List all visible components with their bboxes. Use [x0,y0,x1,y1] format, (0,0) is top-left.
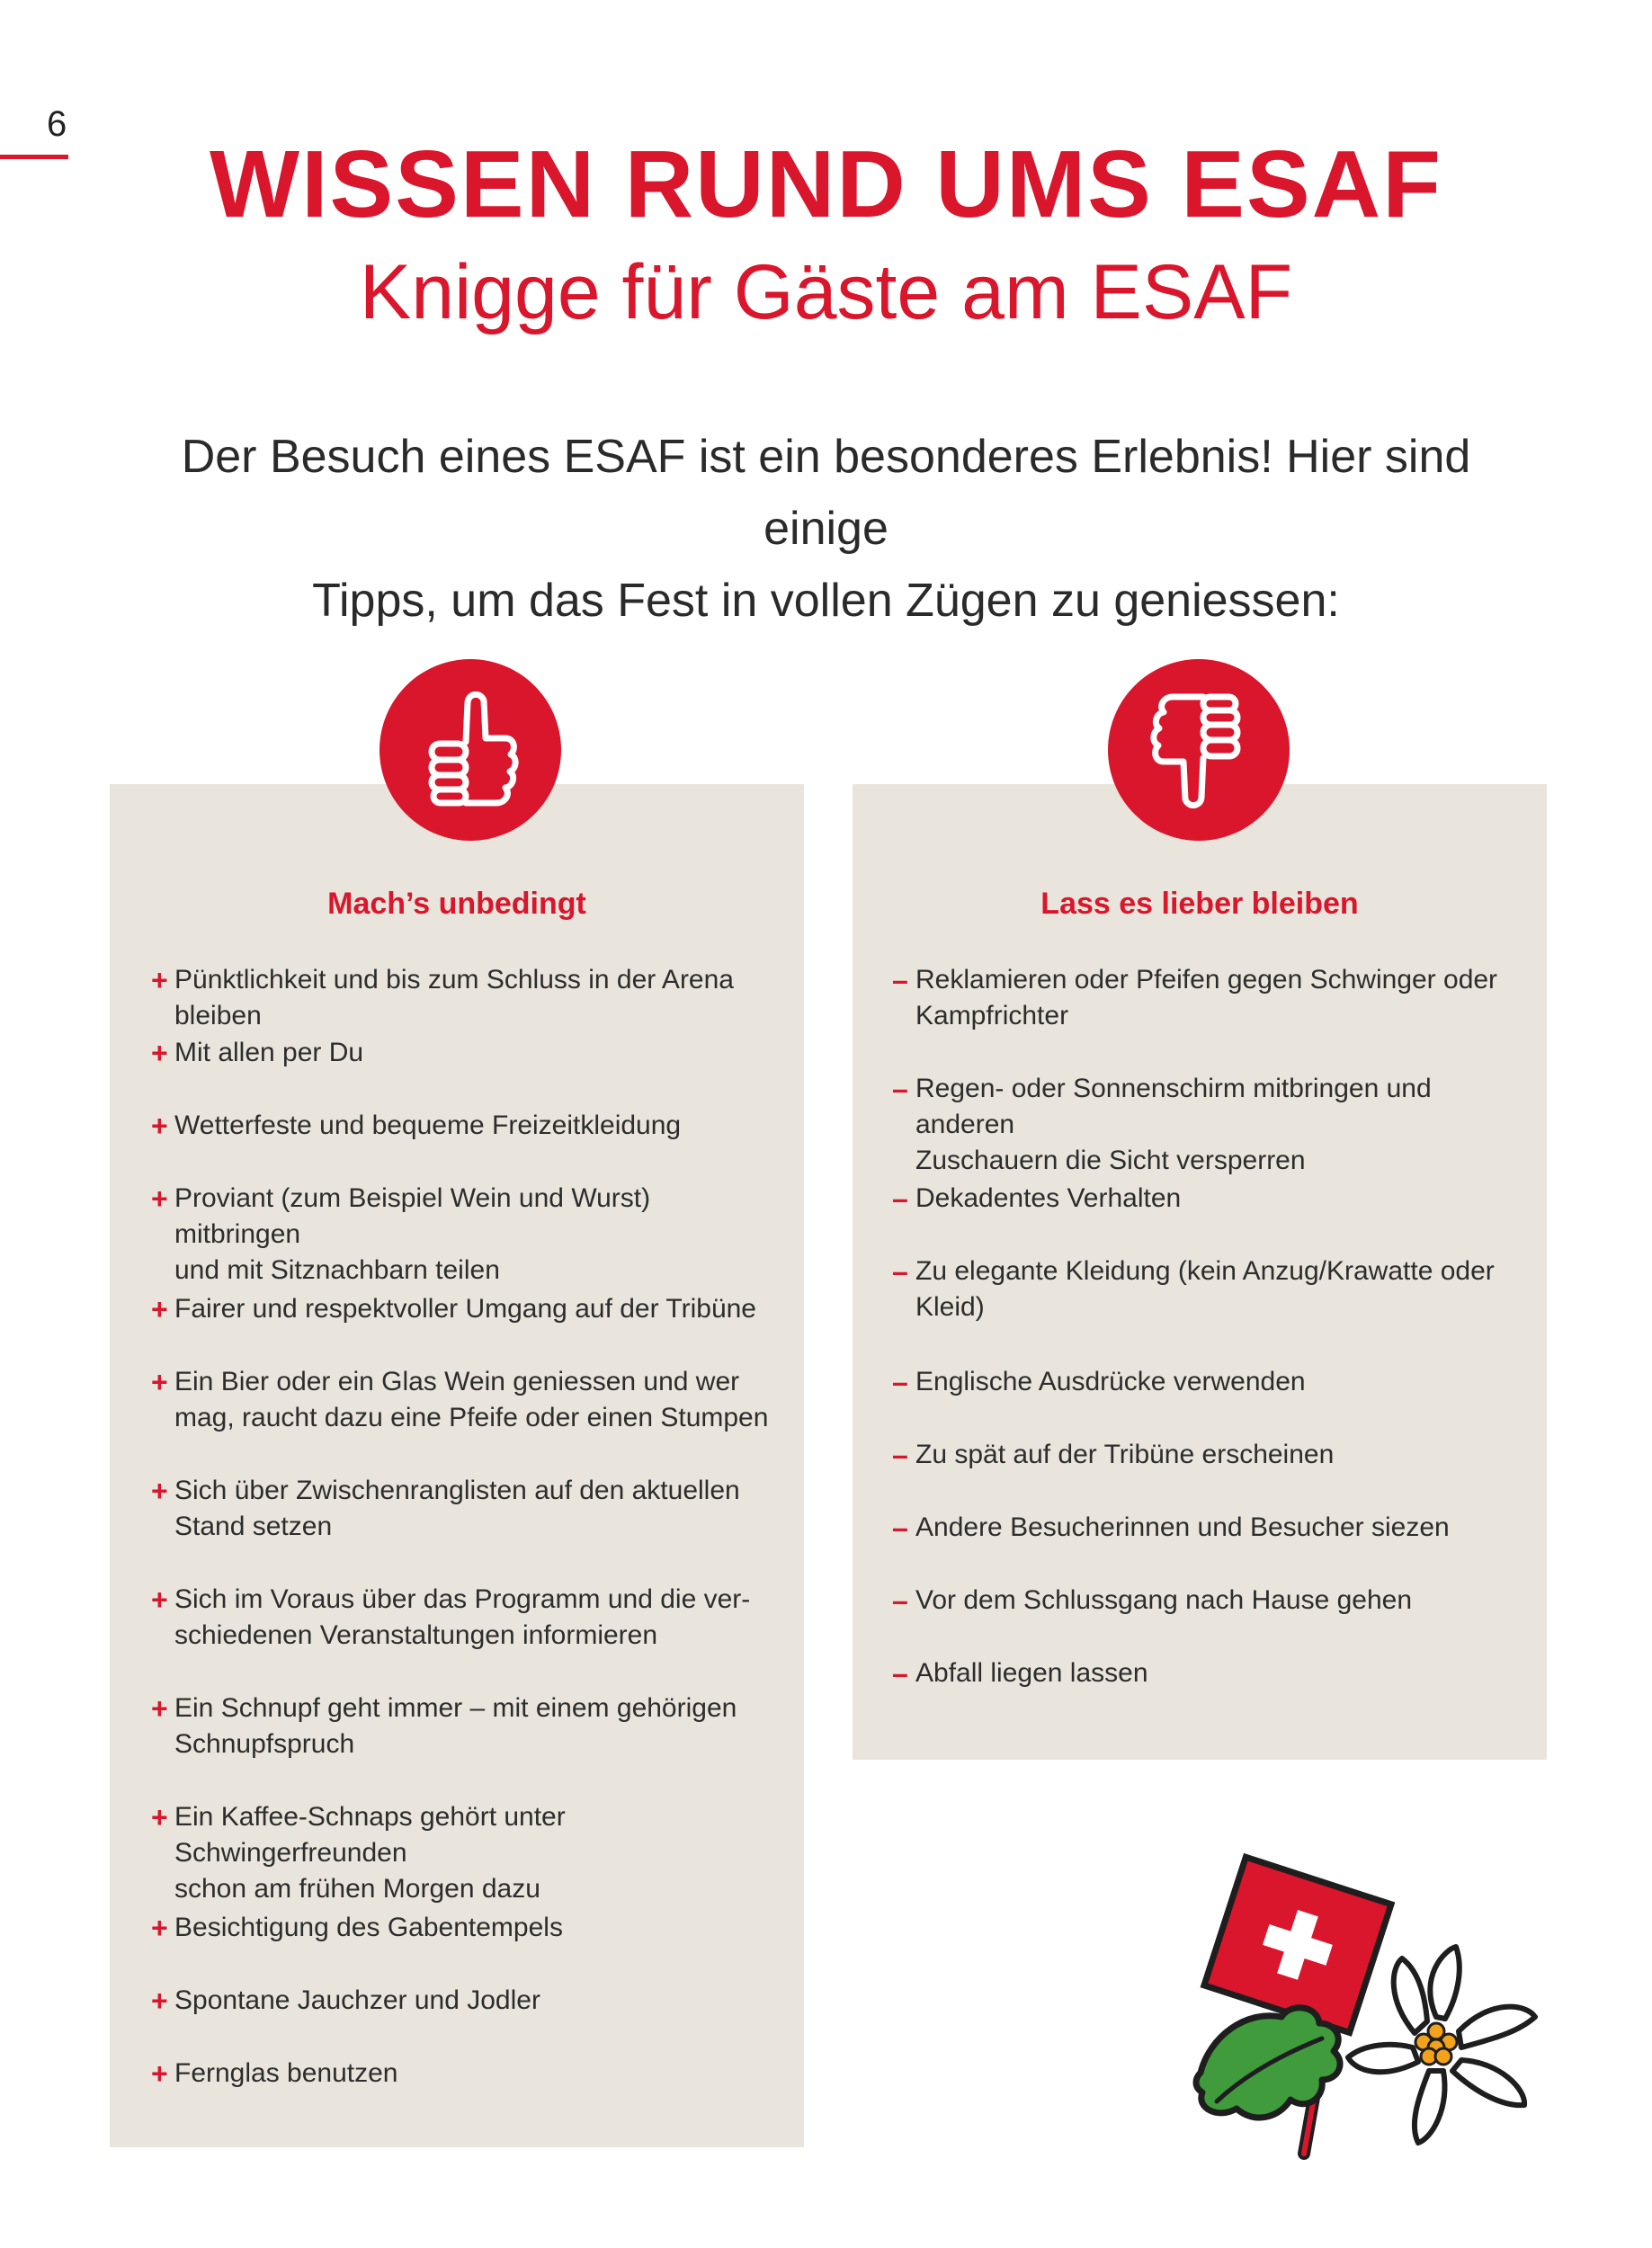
do-item-line: Fairer und respektvoller Umgang auf der Tribüne [174,1294,756,1324]
thumbs-down-badge [1108,659,1290,841]
do-item [151,1799,772,1907]
minus-marker: – [892,964,908,996]
dont-item [892,1253,1508,1325]
do-item-line: Ein Bier oder ein Glas Wein geniessen und wer [174,1367,740,1396]
page-subtitle: Knigge für Gäste am ESAF [359,249,1293,335]
dont-item-line: Abfall liegen lassen [915,1658,1148,1688]
dont-item-line: Regen- oder Sonnenschirm mitbringen und anderen [915,1074,1432,1139]
plus-marker: + [151,1475,168,1507]
do-item-line: Proviant (zum Beispiel Wein und Wurst) mitbringen [174,1183,651,1249]
minus-marker: – [892,1182,908,1215]
dont-item [892,962,1508,1034]
thumbs-up-badge [380,659,561,841]
do-item [151,962,772,1034]
dont-item-line: Dekadentes Verhalten [915,1183,1182,1213]
do-item-line: Sich im Voraus über das Programm und die ver- [174,1584,751,1614]
dont-item [892,1364,1508,1400]
dont-item [892,1510,1508,1546]
do-item-line: schon am frühen Morgen dazu [174,1874,540,1904]
dont-item [892,1655,1508,1691]
do-item-line: mag, raucht dazu eine Pfeife oder einen Stumpen [174,1403,769,1432]
do-item [151,2056,772,2092]
plus-marker: + [151,1366,168,1398]
do-item-line: Ein Schnupf geht immer – mit einem gehörigen [174,1693,737,1723]
do-item-line: Spontane Jauchzer und Jodler [174,1985,540,2015]
dont-item-line: Andere Besucherinnen und Besucher siezen [915,1512,1450,1542]
do-item-line: Stand setzen [174,1512,333,1541]
do-item [151,1181,772,1289]
do-item [151,1690,772,1762]
do-item-line: Pünktlichkeit und bis zum Schluss in der Arena bleiben [174,965,734,1030]
swiss-flag-edelweiss-oak-leaf-icon [1174,1839,1569,2172]
minus-marker: – [892,1439,908,1471]
dont-item-line: Zu spät auf der Tribüne erscheinen [915,1440,1335,1469]
do-item [151,1473,772,1545]
dont-item-line: Zu elegante Kleidung (kein Anzug/Krawatte oder [915,1256,1495,1286]
page-title: WISSEN RUND UMS ESAF [210,131,1442,237]
plus-marker: + [151,1293,168,1325]
do-item [151,1035,772,1071]
plus-marker: + [151,1037,168,1069]
dont-item-line: Zuschauern die Sicht versperren [915,1146,1306,1175]
thumbs-up-icon [380,659,561,841]
do-item-line: Besichtigung des Gabentempels [174,1913,563,1942]
thumbs-down-icon [1108,659,1290,841]
plus-marker: + [151,1110,168,1142]
plus-marker: + [151,1912,168,1944]
do-item-line: Sich über Zwischenranglisten auf den aktuellen [174,1476,740,1505]
do-item-line: Schnupfspruch [174,1729,355,1759]
do-item-line: Fernglas benutzen [174,2058,398,2088]
do-item [151,1910,772,1946]
minus-marker: – [892,1255,908,1288]
plus-marker: + [151,1182,168,1215]
page-number: 6 [47,104,67,144]
dont-item-line: Englische Ausdrücke verwenden [915,1367,1306,1396]
plus-marker: + [151,2057,168,2090]
minus-marker: – [892,1366,908,1398]
do-heading: Mach’s unbedingt [327,887,586,921]
plus-marker: + [151,1801,168,1833]
do-item [151,1291,772,1327]
plus-marker: + [151,1692,168,1725]
dont-item [892,1181,1508,1217]
intro-line: Tipps, um das Fest in vollen Zügen zu geniessen: [312,575,1340,627]
plus-marker: + [151,1985,168,2017]
plus-marker: + [151,964,168,996]
do-item [151,1108,772,1144]
minus-marker: – [892,1512,908,1544]
minus-marker: – [892,1073,908,1105]
dont-item-line: Reklamieren oder Pfeifen gegen Schwinger oder [915,965,1498,995]
minus-marker: – [892,1657,908,1690]
plus-marker: + [151,1583,168,1616]
dont-item [892,1071,1508,1179]
do-item-line: schiedenen Veranstaltungen informieren [174,1620,658,1650]
intro-paragraph [144,421,1508,637]
minus-marker: – [892,1584,908,1617]
intro-line: Der Besuch eines ESAF ist ein besonderes Erlebnis! Hier sind einige [181,431,1471,555]
dont-item [892,1437,1508,1473]
dont-item-line: Kleid) [915,1292,985,1322]
dont-heading: Lass es lieber bleiben [1040,887,1359,921]
do-item-line: Mit allen per Du [174,1038,364,1067]
dont-item [892,1583,1508,1619]
do-item [151,1983,772,2019]
do-item [151,1582,772,1654]
dont-item-line: Kampfrichter [915,1001,1069,1030]
do-item [151,1364,772,1436]
do-item-line: Ein Kaffee-Schnaps gehört unter Schwingerfreunden [174,1802,566,1868]
do-item-line: Wetterfeste und bequeme Freizeitkleidung [174,1111,682,1140]
dont-item-line: Vor dem Schlussgang nach Hause gehen [915,1585,1413,1615]
do-item-line: und mit Sitznachbarn teilen [174,1255,500,1285]
